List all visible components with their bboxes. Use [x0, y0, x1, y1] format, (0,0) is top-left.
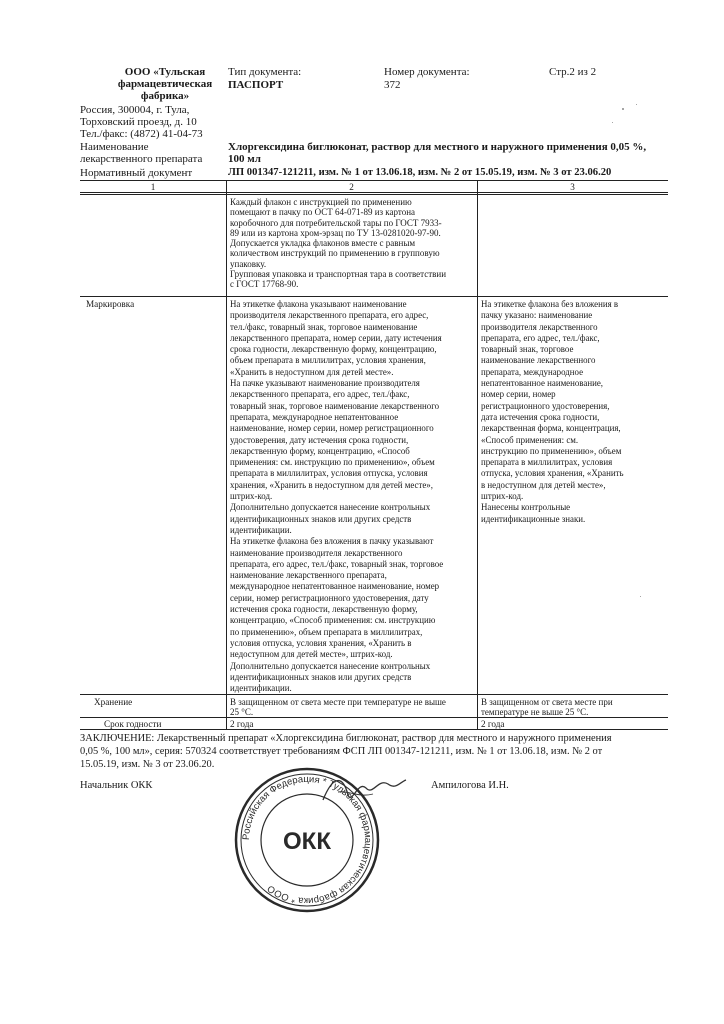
- text-line: товарный знак, торговое наименование лекарственного: [230, 400, 440, 411]
- text-line: штрих-код.: [481, 491, 524, 502]
- product-name-line: 100 мл: [228, 153, 261, 165]
- text-line: лекарственная форма, концентрация,: [481, 423, 621, 434]
- text-line: применения: см. инструкцию по применению», объем: [230, 457, 435, 468]
- scan-speck: [636, 104, 637, 105]
- doc-number-label: Номер документа:: [384, 66, 470, 78]
- text-line: препарата, его адрес, тел./факс,: [481, 332, 600, 343]
- product-name: [228, 141, 668, 165]
- text-line: удостоверения, дату истечения срока годности,: [230, 434, 409, 445]
- address-line: Торховский проезд, д. 10: [80, 116, 197, 128]
- text-line: В защищенном от света месте при температуре не выше: [230, 697, 446, 707]
- text-line: Дополнительно допускается нанесение контрольных: [230, 502, 431, 513]
- stamp-center-text: ОКК: [283, 828, 331, 855]
- text-line: по применению», объем препарата в миллилитрах,: [230, 626, 423, 637]
- text-line: В защищенном от света месте при: [481, 697, 613, 707]
- packaging-text: [230, 197, 474, 290]
- org-name-line: фармацевтическая: [117, 78, 213, 90]
- text-line: лекарственную форму, концентрацию, «Способ: [230, 445, 410, 456]
- text-line: непатентованное наименование,: [481, 378, 603, 389]
- marking-label: Маркировка: [86, 299, 135, 309]
- text-line: коробочного для потребительской тары по ГОСТ 7933-: [230, 217, 442, 228]
- org-address: [80, 104, 230, 140]
- text-line: серии, номер регистрационного удостоверения, дату: [230, 592, 429, 603]
- text-line: производителя лекарственного препарата, его адрес,: [230, 310, 429, 321]
- norm-doc-value: ЛП 001347-121211, изм. № 1 от 13.06.18, изм. № 2 от 15.05.19, изм. № 3 от 23.06.20: [228, 167, 612, 178]
- text-line: На этикетке флакона указывают наименование: [230, 299, 407, 309]
- text-line: препарата, международное: [481, 366, 584, 377]
- text-line: дата истечения срока годности,: [481, 411, 600, 422]
- scan-speck: [612, 122, 613, 123]
- shelf-life-spec: 2 года: [230, 719, 254, 729]
- text-line: количеством инструкций по применению в групповую: [230, 248, 440, 259]
- text-line: 25 °С.: [230, 707, 254, 718]
- text-line: тел./факс, товарный знак, торговое наименование: [230, 321, 418, 332]
- text-line: Групповая упаковка и транспортная тара в соответствии: [230, 269, 447, 280]
- conclusion-line: 15.05.19, изм. № 3 от 23.06.20.: [80, 759, 215, 770]
- org-name-line: фабрика»: [140, 90, 190, 102]
- name-label: [80, 141, 230, 165]
- text-line: международное непатентованное наименование, номер: [230, 581, 440, 592]
- marking-spec: [230, 299, 474, 694]
- product-name-line: Хлоргексидина биглюконат, раствор для местного и наружного применения 0,05 %,: [228, 141, 647, 153]
- text-line: наименование производителя лекарственного: [230, 547, 403, 558]
- name-label-line: лекарственного препарата: [80, 153, 203, 165]
- stamp-ring-text: Российская Федерация * Тульская фармацевтическая фабрика * ООО: [240, 773, 374, 907]
- shelf-life-result: 2 года: [481, 719, 505, 729]
- text-line: «Хранить в недоступном для детей месте».: [230, 366, 394, 377]
- text-line: недоступном для детей месте», штрих-код.: [230, 649, 393, 660]
- text-line: лекарственного препарата, номер серии, дату истечения: [230, 332, 442, 343]
- text-line: наименование лекарственного препарата,: [230, 570, 387, 581]
- col-number: 3: [570, 182, 575, 192]
- text-line: идентификационных знаков или других средств: [230, 513, 412, 524]
- text-line: условия отпуска, условия хранения, «Хранить в: [230, 637, 412, 648]
- text-line: штрих-код.: [230, 491, 273, 502]
- text-line: лекарственного препарата, его адрес, тел./факс,: [230, 389, 410, 400]
- text-line: идентификационных знаков или других средств: [230, 671, 412, 682]
- table-col-divider: [477, 180, 478, 729]
- address-line: Россия, 300004, г. Тула,: [80, 104, 190, 116]
- text-line: наименование лекарственного: [481, 355, 596, 366]
- text-line: препарата в миллилитрах, условия отпуска, условия: [230, 468, 428, 479]
- text-line: регистрационного удостоверения,: [481, 400, 610, 411]
- doc-type-label: Тип документа:: [228, 66, 302, 78]
- table-col-divider: [226, 180, 227, 729]
- text-line: истечения срока годности, лекарственную форму,: [230, 604, 418, 615]
- text-line: идентификационные знаки.: [481, 513, 586, 524]
- text-line: идентификации.: [230, 524, 292, 535]
- marking-result: [481, 299, 666, 525]
- scan-speck: [622, 108, 624, 110]
- text-line: температуре не выше 25 °С.: [481, 707, 589, 718]
- text-line: На пачке указывают наименование производителя: [230, 378, 420, 389]
- text-line: наименование, номер серии, номер регистрационного: [230, 423, 434, 434]
- text-line: помещают в пачку по ОСТ 64-071-89 из картона: [230, 207, 416, 218]
- text-line: инструкцию по применению», объем: [481, 445, 622, 456]
- text-line: номер серии, номер: [481, 389, 556, 400]
- text-line: товарный знак, торговое: [481, 344, 574, 355]
- signer-name: Ампилогова И.Н.: [431, 780, 509, 791]
- text-line: концентрацию, «Способ применения: см. инструкцию: [230, 615, 436, 626]
- text-line: с ГОСТ 17768-90.: [230, 279, 299, 290]
- conclusion-line: ЗАКЛЮЧЕНИЕ: Лекарственный препарат «Хлоргексидина биглюконат, раствор для местного и наружного применения: [80, 733, 612, 744]
- text-line: Дополнительно допускается нанесение контрольных: [230, 660, 431, 671]
- storage-result: [481, 697, 666, 718]
- text-line: идентификации.: [230, 683, 292, 694]
- doc-type-value: ПАСПОРТ: [228, 79, 284, 91]
- scan-speck: [640, 596, 641, 597]
- table-rule: [80, 729, 668, 730]
- text-line: Нанесены контрольные: [481, 502, 571, 513]
- address-line: Тел./факс: (4872) 41-04-73: [80, 128, 203, 140]
- text-line: препарата в миллилитрах, условия: [481, 457, 613, 468]
- doc-number-value: 372: [384, 79, 401, 91]
- name-label-line: Наименование: [80, 141, 149, 153]
- text-line: производителя лекарственного: [481, 321, 598, 332]
- text-line: препарата, международное непатентованное: [230, 411, 399, 422]
- text-line: объем препарата в миллилитрах, условия хранения,: [230, 355, 426, 366]
- text-line: в недоступном для детей месте»,: [481, 479, 606, 490]
- shelf-life-label: Срок годности: [104, 719, 162, 729]
- text-line: срока годности, лекарственную форму, концентрацию,: [230, 344, 437, 355]
- org-name-line: ООО «Тульская: [124, 66, 206, 78]
- text-line: На этикетке флакона без вложения в: [481, 299, 619, 309]
- page-number: Стр.2 из 2: [549, 66, 597, 78]
- storage-label: Хранение: [94, 697, 133, 707]
- text-line: Каждый флакон с инструкцией по применению: [230, 197, 412, 207]
- org-name: [110, 66, 220, 102]
- norm-doc-label: Нормативный документ: [80, 167, 193, 179]
- signer-position: Начальник ОКК: [80, 780, 153, 791]
- text-line: хранения, «Хранить в недоступном для детей месте»,: [230, 479, 433, 490]
- table-rule: [80, 296, 668, 297]
- text-line: Допускается укладка флаконов вместе с равным: [230, 238, 416, 249]
- table-rule: [80, 180, 668, 181]
- text-line: отпуска, условия хранения, «Хранить: [481, 468, 624, 479]
- text-line: пачку указано: наименование: [481, 310, 593, 321]
- text-line: упаковку.: [230, 258, 267, 269]
- text-line: «Способ применения: см.: [481, 434, 579, 445]
- text-line: На этикетке флакона без вложения в пачку указывают: [230, 536, 434, 547]
- col-number: 1: [150, 182, 156, 192]
- conclusion-line: 0,05 %, 100 мл», серия: 570324 соответствует требованиям ФСП ЛП 001347-121211, изм. № 1 от 13.06.18, изм. № 2 от: [80, 746, 603, 757]
- text-line: 89 или из картона хром-эрзац по ТУ 13-0281020-97-90.: [230, 227, 441, 238]
- text-line: препарата, его адрес, тел./факс, товарный знак, торговое: [230, 558, 444, 569]
- col-number: 2: [349, 182, 354, 192]
- storage-spec: [230, 697, 474, 718]
- okk-stamp: [232, 765, 382, 915]
- table-rule: [80, 194, 668, 195]
